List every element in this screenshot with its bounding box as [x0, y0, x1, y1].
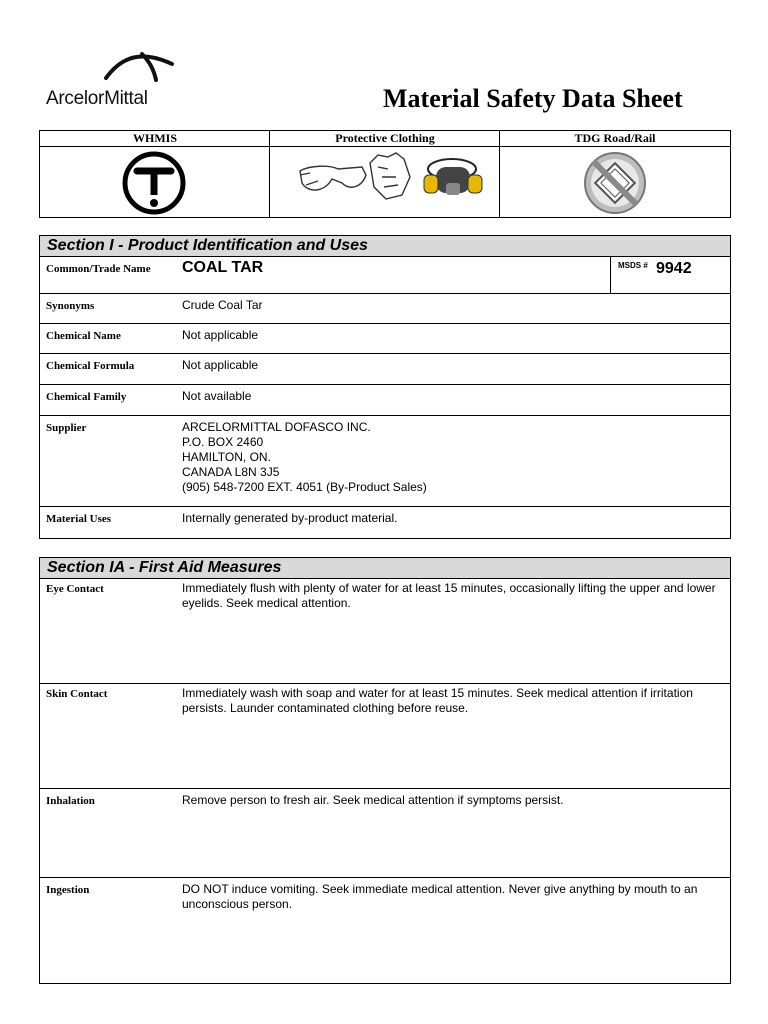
row-label: Chemical Formula [46, 360, 135, 372]
table-row-trade-name [40, 257, 730, 294]
row-value: ARCELORMITTAL DOFASCO INC. P.O. BOX 2460 HAMILTON, ON. CANADA L8N 3J5 (905) 548-7200 EXT. 4051 (By-Product Sales) [182, 420, 427, 494]
row-label: Material Uses [46, 513, 112, 525]
row-value: Immediately flush with plenty of water for at least 15 minutes, occasionally lifting the upper and lower eyelids. Seek medical attention. [182, 581, 716, 610]
table-row [40, 878, 730, 982]
row-label: Chemical Family [46, 391, 127, 403]
tdg-not-regulated-icon [500, 147, 730, 217]
row-value: Internally generated by-product material. [182, 511, 398, 525]
page-title: Material Safety Data Sheet [383, 84, 683, 113]
logo-swoosh-icon [102, 48, 178, 84]
tdg-cell [500, 147, 730, 217]
table-row [40, 354, 730, 385]
protective-clothing-header: Protective Clothing [270, 131, 500, 147]
table-row [40, 684, 730, 789]
row-value: Remove person to fresh air. Seek medical attention if symptoms persist. [182, 793, 564, 807]
logo-text: ArcelorMittal [46, 88, 148, 109]
row-label: Common/Trade Name [46, 263, 151, 275]
row-label: Chemical Name [46, 330, 121, 342]
table-row [40, 385, 730, 416]
row-label: Ingestion [46, 884, 90, 896]
section-title: Section I - Product Identification and Uses [40, 236, 730, 257]
table-row [40, 507, 730, 538]
table-row [40, 579, 730, 684]
table-row [40, 324, 730, 354]
row-value: Crude Coal Tar [182, 298, 263, 312]
trade-name-value: COAL TAR [182, 259, 264, 276]
msds-label: MSDS # [618, 261, 648, 270]
row-value: DO NOT induce vomiting. Seek immediate medical attention. Never give anything by mouth to an unconscious person. [182, 882, 698, 911]
hazard-pictogram-table [39, 130, 731, 218]
tdg-header: TDG Road/Rail [500, 131, 730, 147]
row-value: Not available [182, 389, 252, 403]
row-label: Inhalation [46, 795, 95, 807]
goggles-gloves-respirator-icon [270, 147, 500, 217]
arcelormittal-logo [44, 48, 174, 110]
section-first-aid [39, 557, 731, 984]
whmis-cell [40, 147, 270, 217]
table-row [40, 416, 730, 507]
table-row [40, 789, 730, 878]
row-label: Supplier [46, 422, 87, 434]
table-row [40, 294, 730, 324]
row-label: Skin Contact [46, 688, 108, 700]
whmis-toxic-t-icon [40, 147, 270, 217]
protective-clothing-cell [270, 147, 500, 217]
section-product-identification [39, 235, 731, 539]
section-title: Section IA - First Aid Measures [40, 558, 730, 579]
row-value: Not applicable [182, 358, 259, 372]
row-label: Eye Contact [46, 583, 104, 595]
row-label: Synonyms [46, 300, 95, 312]
row-value: Not applicable [182, 328, 259, 342]
row-value: Immediately wash with soap and water for at least 15 minutes. Seek medical attention if irritation persists. Launder contaminated clothing before reuse. [182, 686, 693, 715]
whmis-header: WHMIS [40, 131, 270, 147]
msds-number: 9942 [656, 260, 692, 277]
